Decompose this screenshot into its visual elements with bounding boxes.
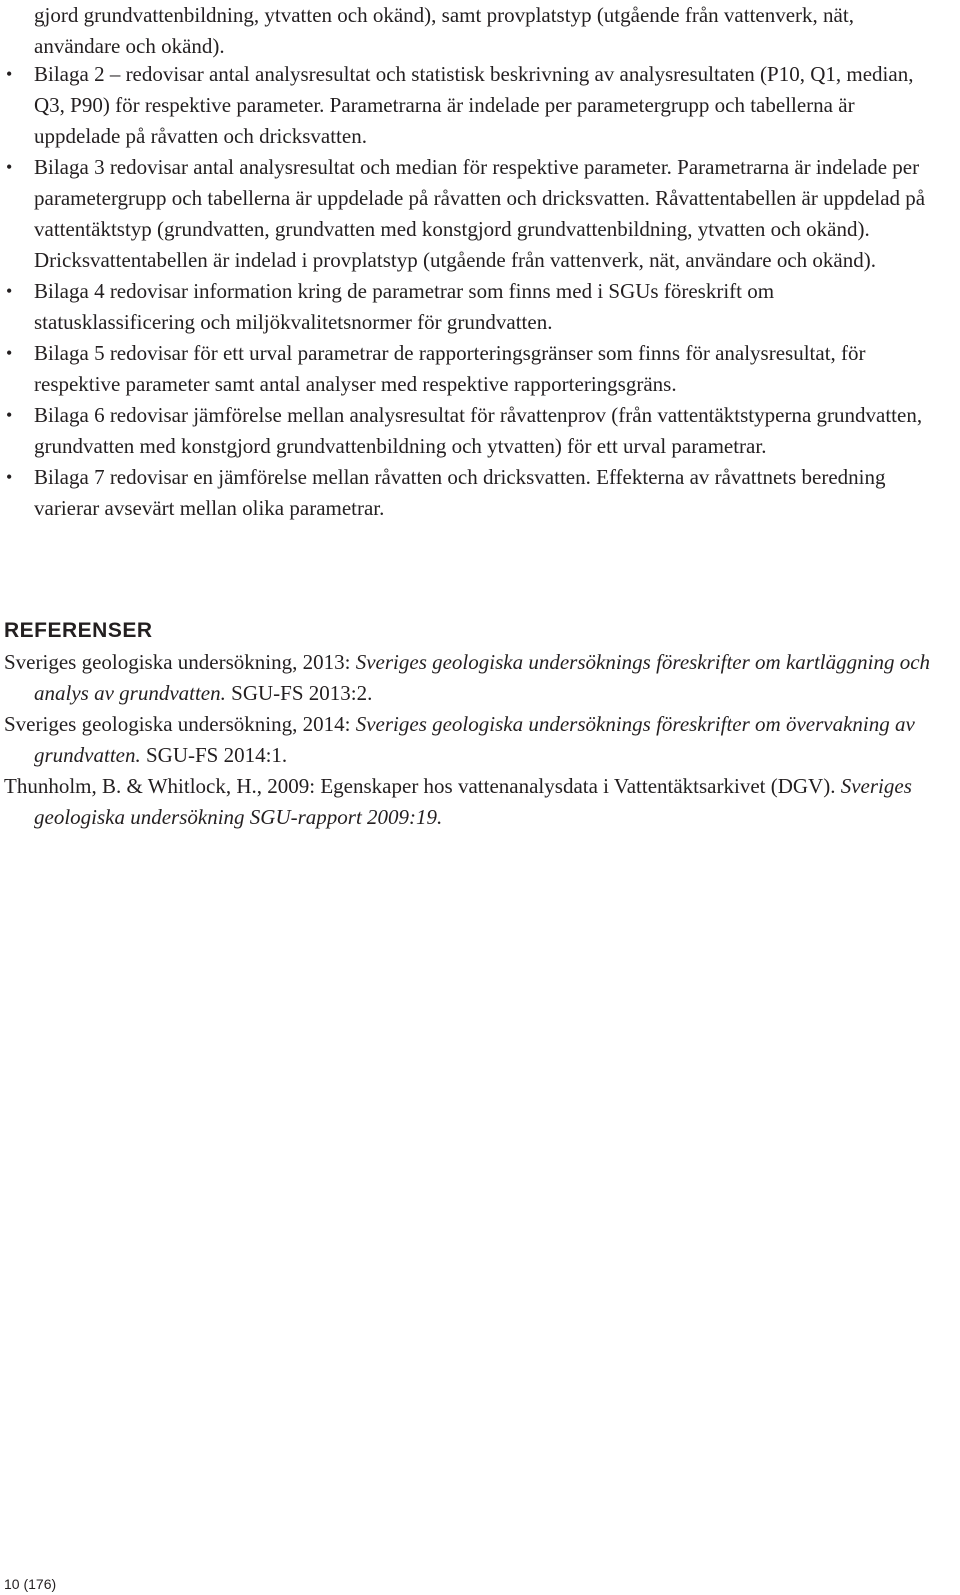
list-item bbox=[0, 400, 934, 462]
appendix-bullet-list bbox=[0, 59, 934, 524]
list-item-text: Bilaga 4 redovisar information kring de parametrar som finns med i SGUs föreskrift om statusklassificering och miljökvalitetsnormer för grundvatten. bbox=[34, 279, 775, 334]
reference-suffix: SGU-FS 2013:2. bbox=[225, 681, 373, 705]
list-item-text: Bilaga 7 redovisar en jämförelse mellan råvatten och dricksvatten. Effekterna av råvattnets beredning varierar avsevärt mellan olika parametrar. bbox=[34, 465, 886, 520]
reference-entry bbox=[4, 771, 934, 833]
reference-suffix: SGU-FS 2014:1. bbox=[140, 743, 288, 767]
bullet-marker: • bbox=[6, 157, 13, 177]
continuation-paragraph: gjord grundvattenbildning, ytvatten och okänd), samt provplatstyp (utgående från vattenverk, nät, användare och okänd). bbox=[34, 3, 854, 58]
bullet-marker: • bbox=[6, 281, 13, 301]
bullet-marker: • bbox=[6, 467, 13, 487]
references-list bbox=[4, 647, 934, 833]
reference-author: Sveriges geologiska undersökning, 2014: bbox=[4, 712, 356, 736]
list-item bbox=[0, 59, 934, 152]
bullet-marker: • bbox=[6, 405, 13, 425]
list-item bbox=[0, 276, 934, 338]
list-item bbox=[0, 338, 934, 400]
reference-entry bbox=[4, 647, 934, 709]
reference-title: Sveriges geologiska undersöknings föreskrifter om kartläggning och analys av grundvatten. bbox=[34, 650, 931, 705]
reference-entry bbox=[4, 709, 934, 771]
list-item-text: Bilaga 2 – redovisar antal analysresultat och statistisk beskrivning av analysresultaten (P10, Q1, median, Q3, P90) för respektive parameter. Parametrarna är indelade per parametergrupp och tabellerna är uppdelade på råvatten och dricksvatten. bbox=[34, 62, 914, 148]
references-heading: REFERENSER bbox=[4, 619, 153, 642]
reference-title: Sveriges geologiska undersökning SGU-rapport 2009:19. bbox=[34, 774, 912, 829]
list-item-text: Bilaga 3 redovisar antal analysresultat och median för respektive parameter. Parametrarna är indelade per parametergrupp och tabellerna är uppdelade på råvatten och dricksvatten. Råvattentabellen är uppdelad på vattentäktstyp (grundvatten, grundvatten med konstgjord grundvattenbildning, ytvatten och okänd). Dricksvattentabellen är indelad i provplatstyp (utgående från vattenverk, nät, användare och okänd). bbox=[34, 155, 926, 272]
reference-author: Sveriges geologiska undersökning, 2013: bbox=[4, 650, 356, 674]
page-number: 10 (176) bbox=[4, 1576, 57, 1592]
bullet-marker: • bbox=[6, 343, 13, 363]
reference-author: Thunholm, B. & Whitlock, H., 2009: Egenskaper hos vattenanalysdata i Vattentäktsarkivet (DGV). bbox=[4, 774, 841, 798]
list-item-text: Bilaga 5 redovisar för ett urval parametrar de rapporteringsgränser som finns för analysresultat, för respektive parameter samt antal analyser med respektive rapporteringsgräns. bbox=[34, 341, 866, 396]
list-item bbox=[0, 152, 934, 276]
list-item-text: Bilaga 6 redovisar jämförelse mellan analysresultat för råvattenprov (från vattentäktstyperna grundvatten, grundvatten med konstgjord grundvattenbildning och ytvatten) för ett urval parametrar. bbox=[34, 403, 923, 458]
list-item bbox=[0, 462, 934, 524]
reference-title: Sveriges geologiska undersöknings föreskrifter om övervakning av grundvatten. bbox=[34, 712, 915, 767]
bullet-marker: • bbox=[6, 64, 13, 84]
